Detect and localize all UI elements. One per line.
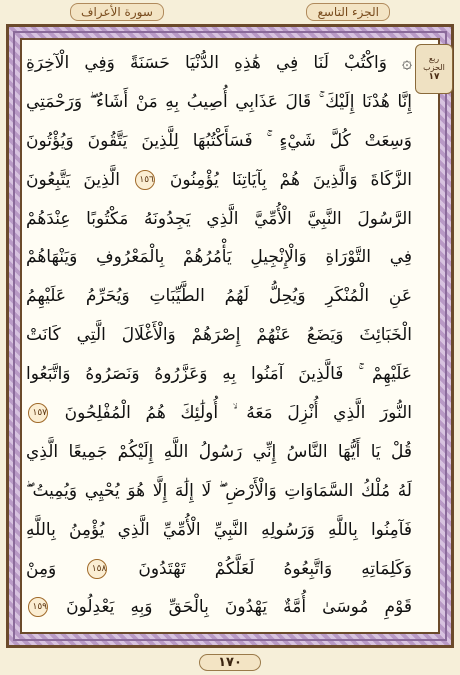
hizb-number: ١٧ xyxy=(428,71,440,82)
hizb-quarter: ربع xyxy=(428,54,440,64)
text-line xyxy=(26,588,412,627)
line-text-continued: وَمِنْ xyxy=(26,558,57,579)
juz-label: الجزء التاسع xyxy=(306,3,390,21)
text-line xyxy=(26,277,412,316)
hizb-label: الحزب xyxy=(423,63,445,73)
text-line xyxy=(26,550,412,589)
text-line xyxy=(26,161,412,200)
ayah-number-marker: ١٥٨ xyxy=(87,559,107,579)
hizb-marker xyxy=(415,44,453,94)
text-line xyxy=(26,83,412,122)
line-text: فَآمِنُوا بِاللَّهِ وَرَسُولِهِ النَّبِيِّ الْأُمِّيِّ الَّذِي يُؤْمِنُ بِاللَّهِ xyxy=(26,519,412,540)
ayah-number-marker: ١٥٩ xyxy=(28,597,48,617)
line-text: الْخَبَائِثَ وَيَضَعُ عَنْهُمْ إِصْرَهُمْ وَالْأَغْلَالَ الَّتِي كَانَتْ xyxy=(26,325,412,346)
line-text-continued: الَّذِينَ يَتَّبِعُونَ xyxy=(26,169,120,190)
line-text: قُلْ يَا أَيُّهَا النَّاسُ إِنِّي رَسُولُ اللَّهِ إِلَيْكُمْ جَمِيعًا الَّذِي xyxy=(26,441,412,462)
ayah-number-marker: ١٥٦ xyxy=(135,170,155,190)
page-header xyxy=(0,0,460,24)
line-text: قَوْمِ مُوسَىٰ أُمَّةٌ يَهْدُونَ بِالْحَقِّ وَبِهِ يَعْدِلُونَ xyxy=(66,597,412,618)
text-line xyxy=(26,433,412,472)
text-line xyxy=(26,511,412,550)
line-text: النُّورَ الَّذِي أُنْزِلَ مَعَهُ ۙ أُولَٰئِكَ هُمُ الْمُفْلِحُونَ xyxy=(64,403,412,424)
quran-text xyxy=(26,44,412,628)
line-text: وَكَلِمَاتِهِ وَاتَّبِعُوهُ لَعَلَّكُمْ تَهْتَدُونَ xyxy=(138,558,412,579)
line-text: لَهُ مُلْكُ السَّمَاوَاتِ وَالْأَرْضِ ۖ لَا إِلَٰهَ إِلَّا هُوَ يُحْيِي وَيُمِيتُ ۖ xyxy=(26,480,412,501)
page-number: ١٧٠ xyxy=(199,654,261,671)
text-line xyxy=(26,122,412,161)
text-line xyxy=(26,355,412,394)
line-text: عَلَيْهِمْ ۚ فَالَّذِينَ آمَنُوا بِهِ وَعَزَّرُوهُ وَنَصَرُوهُ وَاتَّبَعُوا xyxy=(26,364,412,385)
text-line xyxy=(26,472,412,511)
text-line xyxy=(26,44,412,83)
ayah-number-marker: ١٥٧ xyxy=(28,403,48,423)
text-line xyxy=(26,394,412,433)
line-text: عَنِ الْمُنْكَرِ وَيُحِلُّ لَهُمُ الطَّيِّبَاتِ وَيُحَرِّمُ عَلَيْهِمُ xyxy=(26,286,412,307)
text-line xyxy=(26,200,412,239)
line-text: وَسِعَتْ كُلَّ شَيْءٍ ۚ فَسَأَكْتُبُهَا لِلَّذِينَ يَتَّقُونَ وَيُؤْتُونَ xyxy=(26,130,412,151)
line-text: ۞ وَاكْتُبْ لَنَا فِي هَٰذِهِ الدُّنْيَا حَسَنَةً وَفِي الْآخِرَةِ xyxy=(26,53,412,73)
text-line xyxy=(26,238,412,277)
line-text: الرَّسُولَ النَّبِيَّ الْأُمِّيَّ الَّذِي يَجِدُونَهُ مَكْتُوبًا عِنْدَهُمْ xyxy=(26,208,412,229)
page-footer xyxy=(0,650,460,675)
text-line xyxy=(26,316,412,355)
surah-label: سورة الأعراف xyxy=(70,3,164,21)
line-text: فِي التَّوْرَاةِ وَالْإِنْجِيلِ يَأْمُرُهُمْ بِالْمَعْرُوفِ وَيَنْهَاهُمْ xyxy=(26,247,412,268)
line-text: الزَّكَاةَ وَالَّذِينَ هُمْ بِآيَاتِنَا يُؤْمِنُونَ xyxy=(169,169,412,190)
line-text: إِنَّا هُدْنَا إِلَيْكَ ۚ قَالَ عَذَابِي أُصِيبُ بِهِ مَنْ أَشَاءُ ۖ وَرَحْمَتِي xyxy=(26,91,412,112)
